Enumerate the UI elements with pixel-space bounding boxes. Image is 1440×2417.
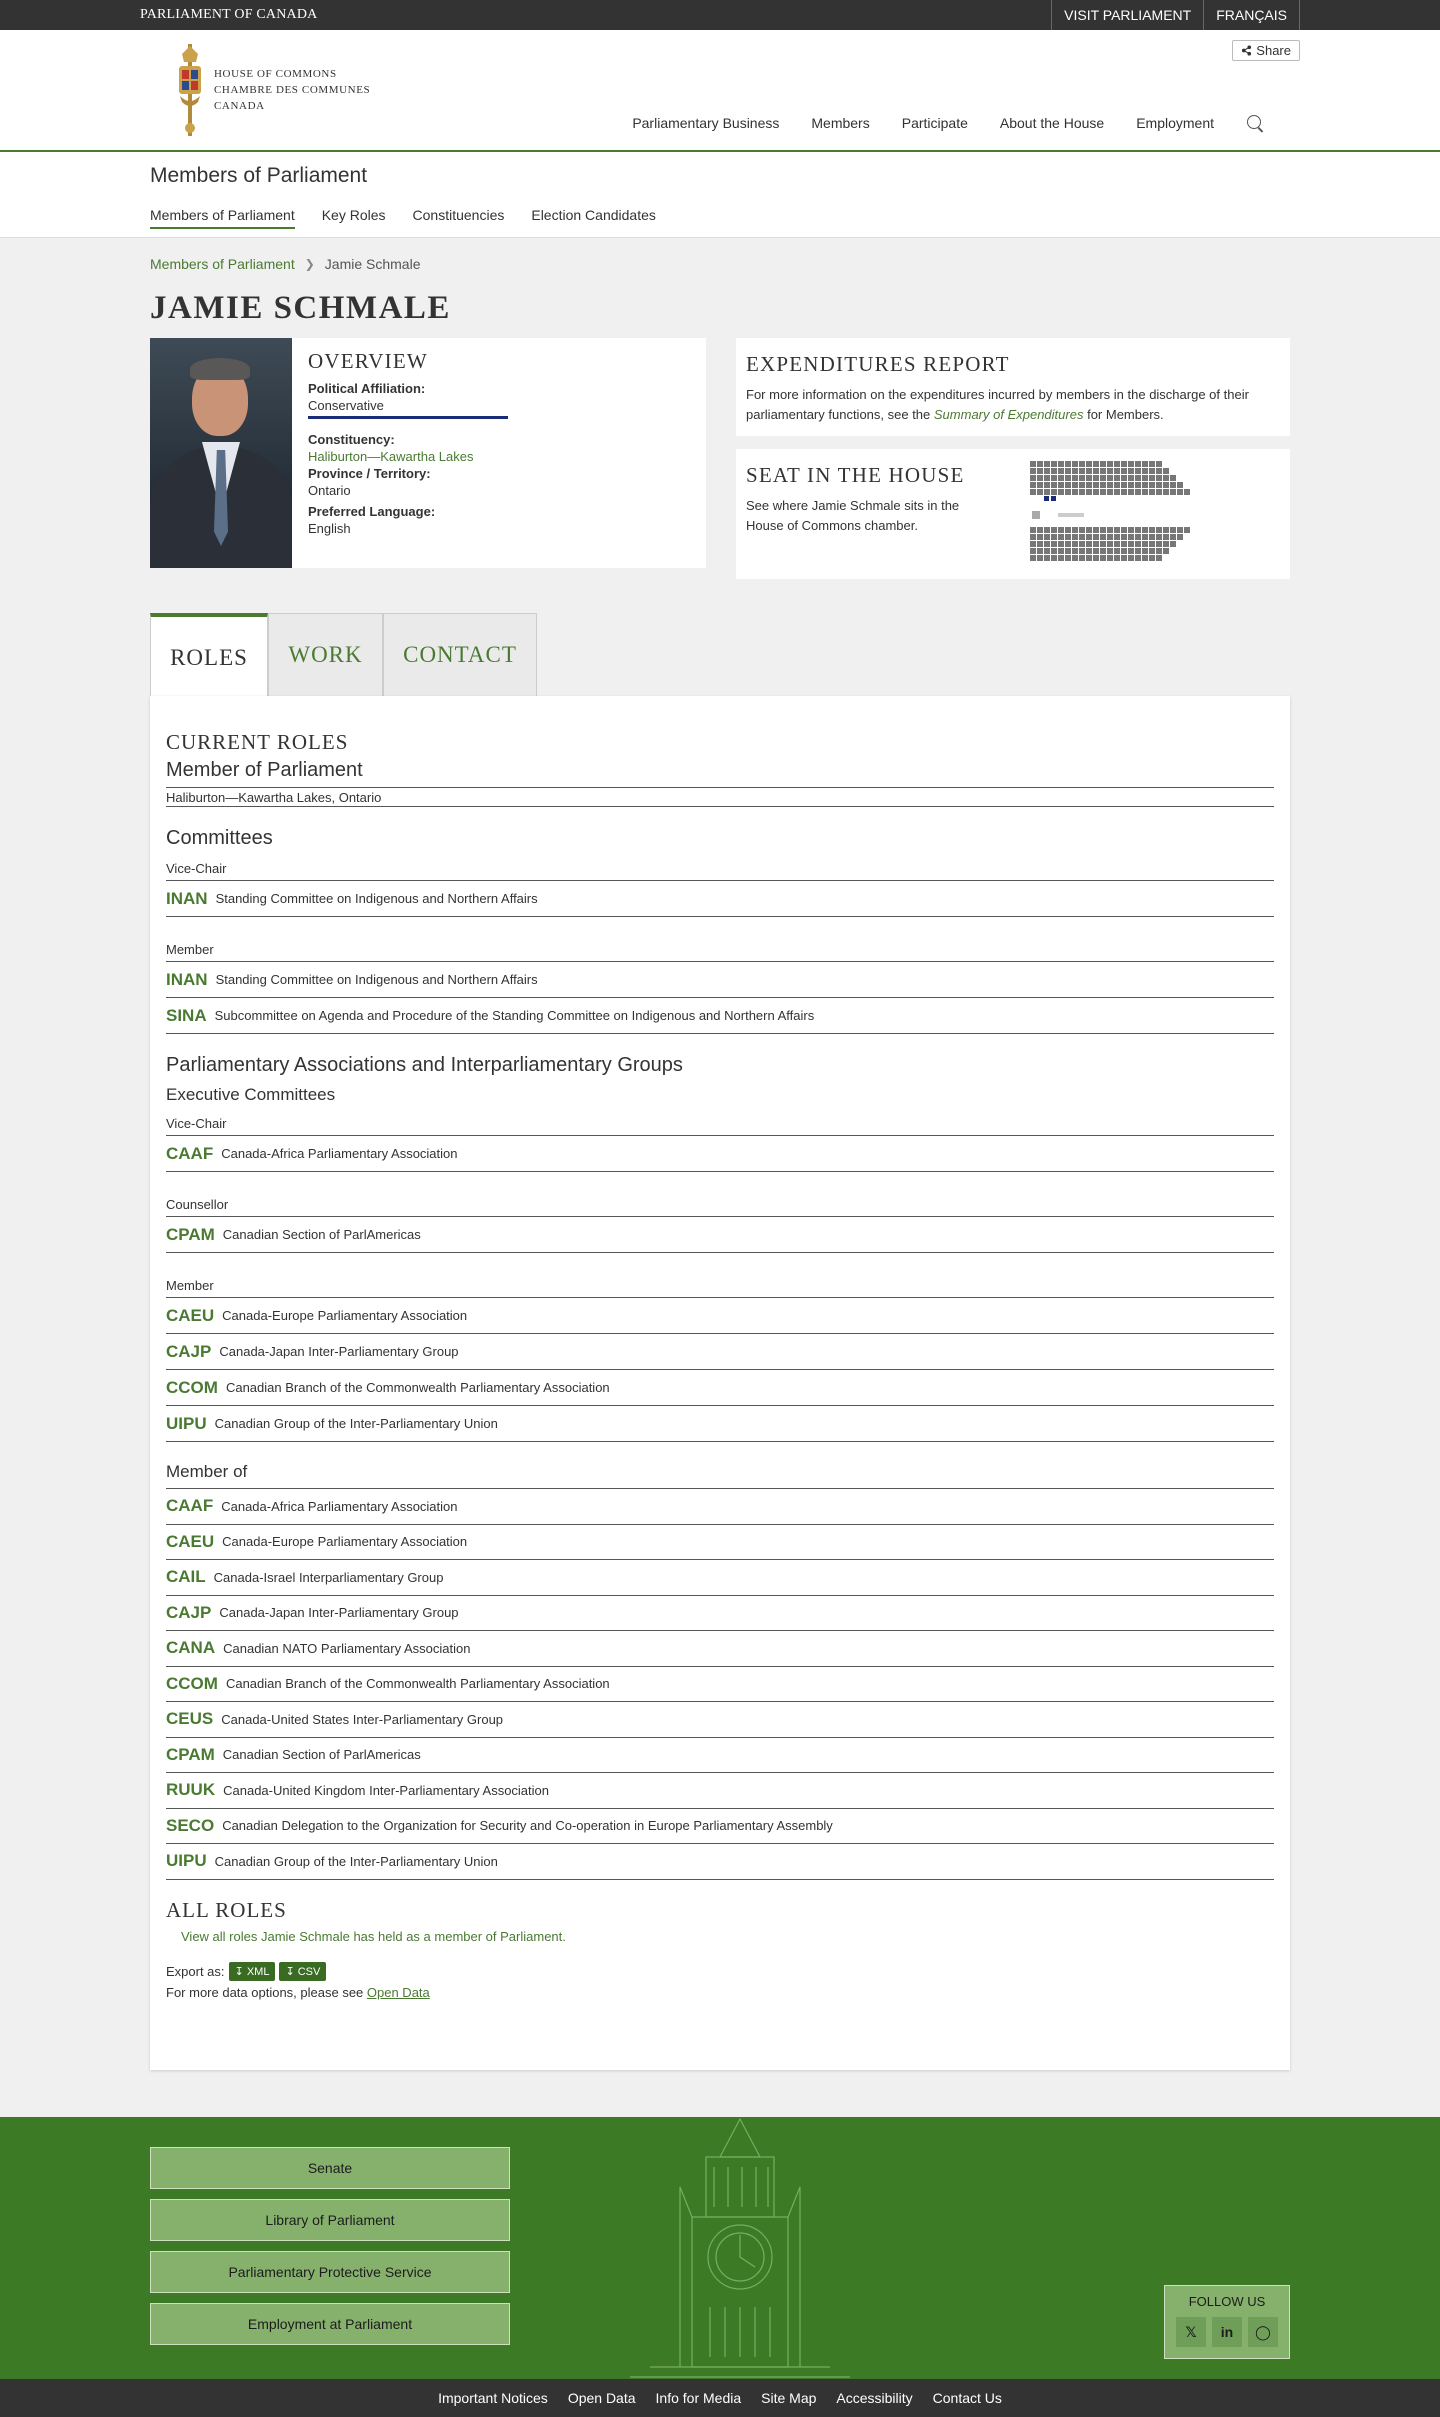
committee-acronym-link[interactable]: UIPU	[166, 1413, 207, 1433]
member-photo	[150, 338, 292, 568]
footer-senate-button[interactable]: Senate	[150, 2147, 510, 2189]
committee-name: Canadian Section of ParlAmericas	[222, 1747, 421, 1763]
role-row	[166, 962, 1274, 998]
committee-acronym-link[interactable]: CCOM	[166, 1673, 218, 1693]
associations-heading: Parliamentary Associations and Interparliamentary Groups	[166, 1054, 683, 1076]
roles-panel	[150, 696, 1290, 2070]
site-map-link[interactable]: Site Map	[761, 2390, 817, 2406]
committee-acronym-link[interactable]: CAIL	[166, 1567, 206, 1587]
site-header	[0, 30, 1440, 152]
committee-name: Canadian Branch of the Commonwealth Parliamentary Association	[225, 1676, 610, 1692]
mace-crest-icon	[174, 44, 206, 136]
language-label: Preferred Language:	[308, 504, 436, 519]
committee-name: Canada-Japan Inter-Parliamentary Group	[219, 1605, 459, 1621]
executive-list	[166, 1111, 1274, 1442]
footer-employment-button[interactable]: Employment at Parliament	[150, 2303, 510, 2345]
member-of-heading: Member of	[166, 1462, 248, 1481]
role-label: Vice-Chair	[166, 1116, 227, 1131]
committee-name: Canada-Japan Inter-Parliamentary Group	[219, 1344, 459, 1359]
export-row	[166, 1962, 1274, 1981]
logo-text	[214, 66, 370, 114]
linkedin-icon[interactable]: in	[1212, 2317, 1242, 2347]
committees-heading: Committees	[166, 827, 273, 849]
tab-contact[interactable]: CONTACT	[383, 613, 537, 697]
open-data-text: For more data options, please see Open Data	[166, 1984, 430, 2000]
breadcrumb-current: Jamie Schmale	[324, 256, 421, 272]
nav-parliamentary-business[interactable]: Parliamentary Business	[632, 115, 780, 131]
contact-us-link[interactable]: Contact Us	[932, 2390, 1002, 2406]
role-row	[166, 1370, 1274, 1406]
share-button[interactable]	[1232, 40, 1300, 61]
committee-acronym-link[interactable]: CAAF	[166, 1143, 214, 1163]
role-row	[166, 1560, 1274, 1596]
important-notices-link[interactable]: Important Notices	[438, 2390, 548, 2406]
tab-work[interactable]: WORK	[268, 613, 383, 697]
instagram-icon[interactable]: ◯	[1248, 2317, 1278, 2347]
export-label: Export as:	[166, 1963, 225, 1979]
affiliation-label: Political Affiliation:	[308, 381, 426, 396]
subnav-key-roles[interactable]: Key Roles	[321, 207, 386, 223]
export-csv-button[interactable]: ↧ CSV	[279, 1962, 326, 1981]
committee-name: Subcommittee on Agenda and Procedure of the Standing Committee on Indigenous and Northern Affairs	[214, 1008, 815, 1023]
nav-participate[interactable]: Participate	[901, 115, 968, 131]
role-row	[166, 1298, 1274, 1334]
role-label: Member	[166, 942, 214, 957]
open-data-footer-link[interactable]: Open Data	[567, 2390, 636, 2406]
open-data-link[interactable]: Open Data	[366, 1984, 430, 2000]
tab-roles[interactable]: ROLES	[150, 613, 268, 698]
role-row	[166, 1217, 1274, 1253]
committee-acronym-link[interactable]: CPAM	[166, 1224, 215, 1244]
role-row	[166, 1406, 1274, 1442]
share-icon	[1241, 45, 1252, 56]
committee-acronym-link[interactable]: CAJP	[166, 1602, 212, 1622]
language-value: English	[308, 521, 351, 536]
logo-line-3: CANADA	[214, 100, 265, 112]
share-label: Share	[1256, 43, 1291, 58]
nav-employment[interactable]: Employment	[1136, 115, 1214, 131]
all-roles-title: ALL ROLES	[166, 1897, 287, 1922]
role-row	[166, 1702, 1274, 1738]
committee-acronym-link[interactable]: CAAF	[166, 1496, 214, 1516]
subnav-election-candidates[interactable]: Election Candidates	[531, 207, 656, 223]
expenditures-card	[736, 338, 1290, 436]
follow-us-label: FOLLOW US	[1188, 2294, 1266, 2309]
role-label: Vice-Chair	[166, 861, 227, 876]
subnav-members-of-parliament[interactable]: Members of Parliament	[150, 207, 295, 229]
committee-acronym-link[interactable]: CANA	[166, 1638, 216, 1658]
accessibility-link[interactable]: Accessibility	[836, 2390, 913, 2406]
role-row	[166, 1596, 1274, 1632]
role-row	[166, 1809, 1274, 1845]
nav-about-the-house[interactable]: About the House	[999, 115, 1105, 131]
committee-name: Canadian Section of ParlAmericas	[222, 1227, 421, 1242]
view-all-roles-link[interactable]: View all roles Jamie Schmale has held as a member of Parliament.	[181, 1928, 566, 1944]
committee-acronym-link[interactable]: CAJP	[166, 1341, 212, 1361]
role-row	[166, 1334, 1274, 1370]
site-footer	[0, 2117, 1440, 2379]
footer-bottom-links	[0, 2379, 1440, 2417]
committee-acronym-link[interactable]: UIPU	[166, 1851, 207, 1871]
executive-heading: Executive Committees	[166, 1085, 336, 1104]
role-row	[166, 1525, 1274, 1561]
language-toggle-link[interactable]: FRANÇAIS	[1203, 0, 1300, 30]
province-value: Ontario	[308, 483, 351, 498]
committee-name: Canada-Israel Interparliamentary Group	[213, 1569, 444, 1585]
committee-name: Canadian NATO Parliamentary Association	[223, 1640, 471, 1656]
logo-line-2: CHAMBRE DES COMMUNES	[214, 84, 371, 96]
mp-riding: Haliburton—Kawartha Lakes, Ontario	[166, 787, 1274, 807]
role-label: Member	[166, 1278, 214, 1293]
committee-acronym-link[interactable]: CAEU	[166, 1531, 215, 1551]
committee-acronym-link[interactable]: RUUK	[166, 1780, 216, 1800]
profile-tabs	[150, 613, 537, 698]
seat-card	[736, 449, 1290, 579]
role-row	[166, 1136, 1274, 1172]
committee-acronym-link[interactable]: SECO	[166, 1815, 215, 1835]
committee-acronym-link[interactable]: INAN	[166, 969, 208, 989]
current-roles-title: CURRENT ROLES	[166, 730, 349, 754]
committee-acronym-link[interactable]: CEUS	[166, 1709, 214, 1729]
role-row	[166, 1667, 1274, 1703]
follow-us-box	[1164, 2285, 1290, 2359]
section-nav	[150, 207, 656, 229]
footer-protective-service-button[interactable]: Parliamentary Protective Service	[150, 2251, 510, 2293]
breadcrumb	[150, 256, 420, 272]
role-row	[166, 1631, 1274, 1667]
committees-list	[166, 856, 1274, 1034]
logo-line-1: HOUSE OF COMMONS	[214, 68, 337, 80]
role-label: Counsellor	[166, 1197, 229, 1212]
mp-heading: Member of Parliament	[166, 759, 363, 781]
section-title: Members of Parliament	[150, 164, 368, 187]
member-of-list	[166, 1488, 1274, 1880]
committee-name: Canadian Group of the Inter-Parliamentary Union	[214, 1853, 498, 1869]
summary-of-expenditures-link[interactable]: Summary of Expenditures	[933, 407, 1084, 422]
role-row	[166, 1844, 1274, 1880]
committee-name: Canada-Europe Parliamentary Association	[222, 1534, 468, 1550]
export-xml-button[interactable]: ↧ XML	[229, 1962, 276, 1981]
role-row	[166, 1738, 1274, 1774]
committee-name: Canada-Africa Parliamentary Association	[221, 1146, 458, 1161]
committee-name: Canada-Africa Parliamentary Association	[221, 1498, 458, 1514]
chevron-right-icon: ❯	[304, 257, 315, 271]
committee-name: Canada-United Kingdom Inter-Parliamentary Association	[223, 1782, 549, 1798]
affiliation-value: Conservative	[308, 398, 384, 413]
parliament-title[interactable]: PARLIAMENT OF CANADA	[140, 7, 318, 22]
seat-title: SEAT IN THE HOUSE	[746, 463, 965, 487]
committee-name: Canadian Delegation to the Organization for Security and Co-operation in Europe Parliamentary Assembly	[222, 1818, 833, 1834]
constituency-link[interactable]: Haliburton—Kawartha Lakes	[308, 449, 474, 464]
role-row	[166, 998, 1274, 1034]
subnav-constituencies[interactable]: Constituencies	[412, 207, 505, 223]
party-color-bar	[308, 416, 508, 419]
committee-acronym-link[interactable]: CCOM	[166, 1377, 218, 1397]
top-bar	[0, 0, 1440, 30]
member-name: JAMIE SCHMALE	[150, 290, 451, 326]
role-row	[166, 881, 1274, 917]
expenditures-text: For more information on the expenditures incurred by members in the discharge of their parliamentary functions, see the Summary of Expenditures for Members.	[746, 387, 1249, 422]
nav-members[interactable]: Members	[811, 115, 870, 131]
role-row	[166, 1773, 1274, 1809]
visit-parliament-link[interactable]: VISIT PARLIAMENT	[1051, 0, 1203, 30]
role-row	[166, 1489, 1274, 1525]
main-nav	[632, 114, 1264, 132]
overview-card	[150, 338, 706, 568]
constituency-label: Constituency:	[308, 432, 395, 447]
committee-acronym-link[interactable]: CPAM	[166, 1744, 215, 1764]
seat-text: See where Jamie Schmale sits in the House of Commons chamber.	[746, 498, 960, 533]
province-label: Province / Territory:	[308, 466, 431, 481]
committee-name: Canada-Europe Parliamentary Association	[222, 1308, 468, 1323]
info-for-media-link[interactable]: Info for Media	[655, 2390, 742, 2406]
committee-name: Canada-United States Inter-Parliamentary Group	[221, 1711, 504, 1727]
committee-acronym-link[interactable]: CAEU	[166, 1305, 215, 1325]
house-of-commons-logo[interactable]	[174, 44, 370, 136]
committee-acronym-link[interactable]: INAN	[166, 888, 208, 908]
breadcrumb-members-link[interactable]: Members of Parliament	[150, 256, 295, 272]
committee-name: Canadian Group of the Inter-Parliamentary Union	[214, 1416, 498, 1431]
committee-name: Standing Committee on Indigenous and Northern Affairs	[215, 891, 538, 906]
x-icon[interactable]: 𝕏	[1176, 2317, 1206, 2347]
committee-name: Canadian Branch of the Commonwealth Parliamentary Association	[225, 1380, 610, 1395]
seat-map[interactable]	[1030, 461, 1252, 569]
committee-acronym-link[interactable]: SINA	[166, 1005, 207, 1025]
footer-library-button[interactable]: Library of Parliament	[150, 2199, 510, 2241]
peace-tower-icon	[610, 2117, 870, 2379]
overview-title: OVERVIEW	[308, 349, 428, 373]
section-header	[0, 152, 1440, 238]
committee-name: Standing Committee on Indigenous and Northern Affairs	[215, 972, 538, 987]
expenditures-title: EXPENDITURES REPORT	[746, 352, 1010, 376]
search-icon[interactable]	[1246, 114, 1264, 132]
